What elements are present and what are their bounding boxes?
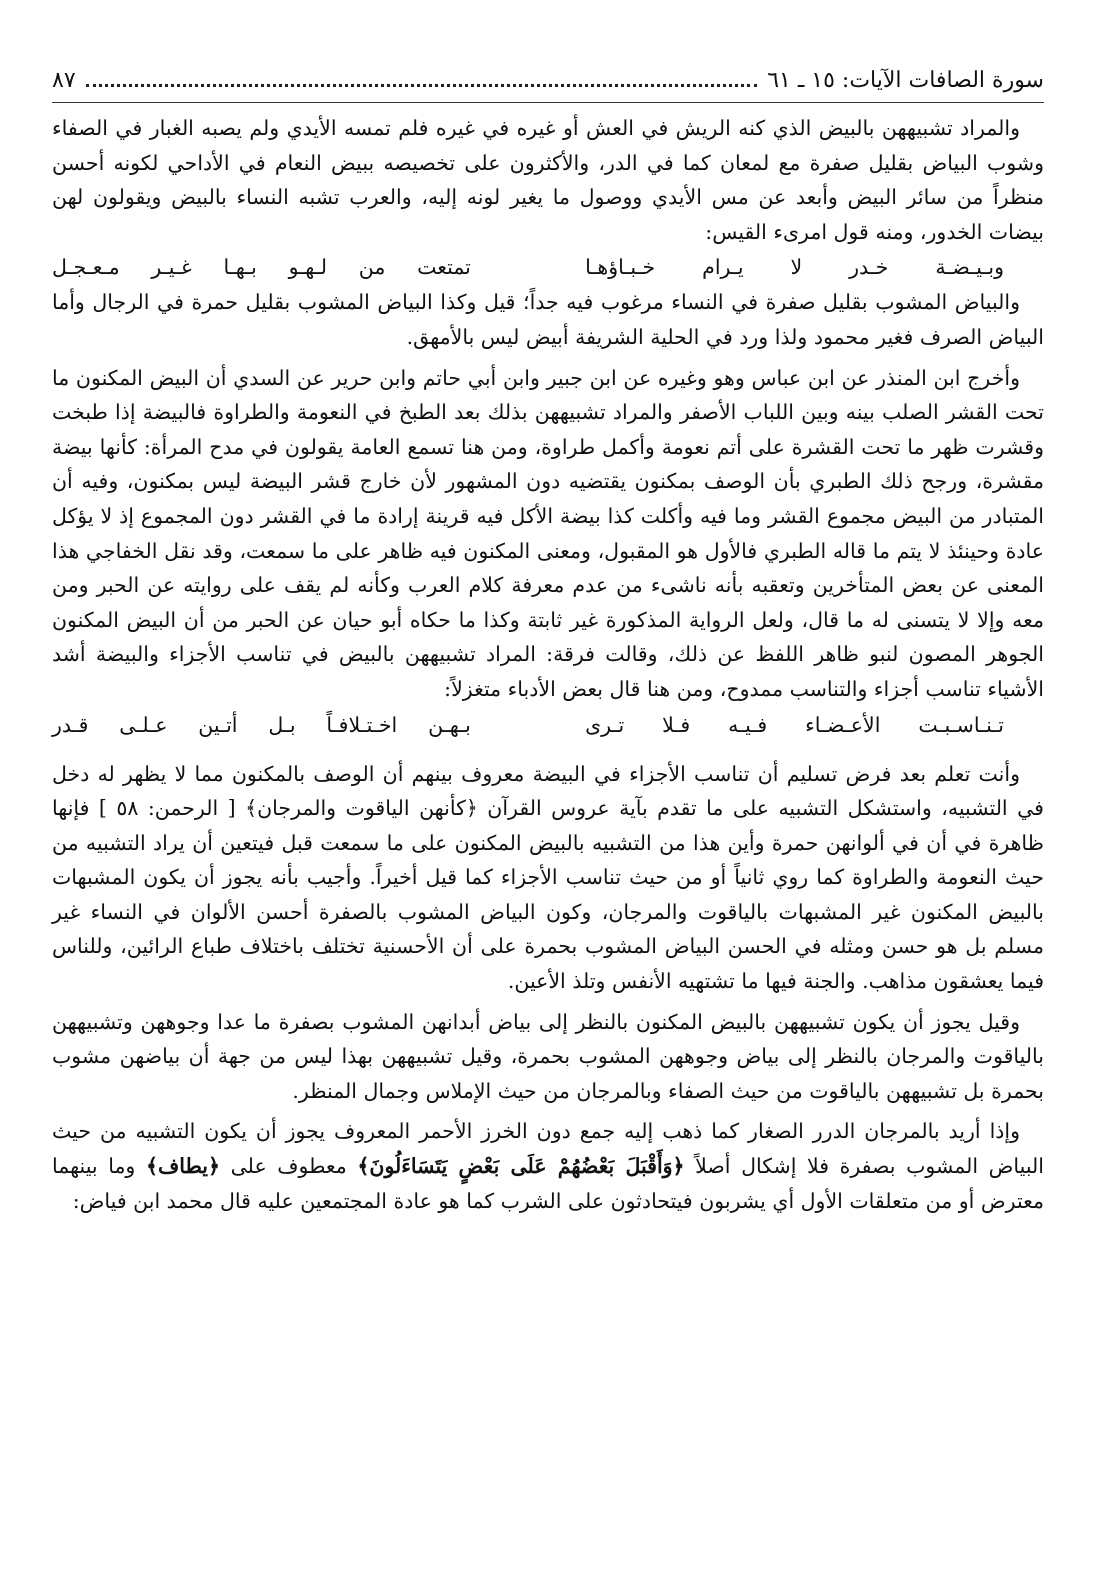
verse-second-hemistich: بـهـن اخـتـلافـاً بـل أتـين عـلـى قـدر [52, 712, 471, 737]
paragraph-text: وما بينهما معترض أو من متعلقات الأول أي يشربون فيتحادثون على الشرب كما هو عادة المجتمعين عليه قال محمد ابن فياض: [52, 1154, 1044, 1213]
poetry-verse [52, 249, 1044, 285]
paragraph: وأخرج ابن المنذر عن ابن عباس وهو وغيره عن ابن جبير وابن أبي حاتم وابن حرير عن السدي أن البيض المكنون ما تحت القشر الصلب بينه وبين اللباب الأصفر والمراد تشبيههن بذلك بعد الطبخ في النعومة والطراوة فالبيضة إذا طبخت وقشرت ظهر ما تحت القشرة على أتم نعومة وأكمل طراوة، ومن هنا تسمع العامة يقولون في مدح المرأة: كأنها بيضة مقشرة، ورجح ذلك الطبري بأن الوصف بمكنون يقتضيه دون المشهور لأن خارج قشر البيضة ليس بمكنون، وفيه أن المتبادر من البيض مجموع القشر وما فيه وأكلت كذا بيضة الأكل فيه قرينة إرادة ما في القشر دون المجموع إذ لا يؤكل عادة وحينئذ لا يتم ما قاله الطبري فالأول هو المقبول، ومعنى المكنون فيه ظاهر على ما سمعت، وقد نقل الخفاجي هذا المعنى عن بعض المتأخرين وتعقبه بأنه ناشىء من عدم معرفة كلام العرب وكأنه لم يقف على روايته عن الحبر ومن معه وإلا لا يتسنى له ما قال، ولعل الرواية المذكورة غير ثابتة وكذا ما حكاه أبو حيان عن الحبر من أن البيض المكنون الجوهر المصون لنبو ظاهر اللفظ عن ذلك، وقالت فرقة: المراد تشبيههن بالبيض في تناسب الأجزاء والبيضة أشد الأشياء تناسب أجزاء والتناسب ممدوح، ومن هنا قال بعض الأدباء متغزلاً: [52, 365, 1044, 701]
page [52, 62, 1044, 1562]
header-rule [52, 102, 1044, 103]
body-text [52, 111, 1044, 1218]
verse-first-hemistich: وبـيـضـة خـدر لا يـرام خـبـاؤهـا [585, 255, 1004, 280]
paragraph: والبياض المشوب بقليل صفرة في النساء مرغوب فيه جداً؛ قيل وكذا البياض المشوب بقليل حمرة في الرجال وأما البياض الصرف فغير محمود ولذا ورد في الحلية الشريفة أبيض ليس بالأمهق. [52, 290, 1044, 349]
page-number: ٨٧ [52, 68, 76, 93]
paragraph [52, 1114, 1044, 1218]
header-leader-dots [86, 83, 758, 87]
paragraph: وقيل يجوز أن يكون تشبيههن بالبيض المكنون بالنظر إلى بياض أبدانهن المشوب بصفرة ما عدا وجوههن وتشبيههن بالياقوت والمرجان بالنظر إلى بياض وجوههن المشوب بحمرة، وقيل تشبيههن بهذا ليس من جهة أن بياضهن مشوب بحمرة بل تشبيههن بالياقوت من حيث الصفاء وبالمرجان من حيث الإملاس وجمال المنظر. [52, 1009, 1044, 1103]
paragraph-text: وإذا أريد بالمرجان الدرر الصغار كما ذهب إليه جمع دون الخرز الأحمر المعروف يجوز أن يكون التشبيه من حيث البياض المشوب بصفرة فلا إشكال أصلاً [52, 1119, 1044, 1179]
verse-first-hemistich: تـنـاسـبـت الأعـضـاء فـيـه فـلا تـرى [585, 712, 1004, 737]
quran-quote: ﴿وَأَقْبَلَ بَعْضُهُمْ عَلَى بَعْضٍ يَتَسَاءَلُونَ﴾ [357, 1154, 685, 1179]
paragraph: وأنت تعلم بعد فرض تسليم أن تناسب الأجزاء في البيضة معروف بينهم أن الوصف بالمكنون مما لا يظهر له دخل في التشبيه، واستشكل التشبيه على ما تقدم بآية عروس القرآن ﴿كأنهن الياقوت والمرجان﴾ [ الرحمن: ٥٨ ] فإنها ظاهرة في أن في ألوانهن حمرة وأين هذا من التشبيه بالبيض المكنون على ما سمعت قبل فيتعين أن يراد التشبيه من حيث النعومة والطراوة كما روي ثانياً أو من حيث تناسب الأجزاء كما قيل أخيراً. وأجيب بأنه يجوز أن يكون المشبهات بالبيض المكنون غير المشبهات بالياقوت والمرجان، وكون البياض المشوب بالصفرة أحسن الألوان في النساء غير مسلم بل هو حسن ومثله في الحسن البياض المشوب بحمرة على أن الأحسنية تختلف باختلاف طباع الرائين، وللناس فيما يعشقون مذاهب. والجنة فيها ما تشتهيه الأنفس وتلذ الأعين. [52, 761, 1044, 994]
quran-quote: ﴿يطاف﴾ [145, 1154, 220, 1179]
poetry-verse [52, 707, 1044, 743]
verse-second-hemistich: تمتعت من لـهـو بـهـا غـيـر مـعـجـل [52, 255, 471, 280]
running-header [52, 62, 1044, 100]
paragraph-text: معطوف على [230, 1154, 347, 1179]
paragraph: والمراد تشبيههن بالبيض الذي كنه الريش في العش أو غيره في غيره فلم تمسه الأيدي ولم يصبه الغبار في الصفاء وشوب البياض بقليل صفرة مع لمعان كما في الدر، والأكثرون على تخصيصه ببيض النعام في الأداحي لكونه أحسن منظراً من سائر البيض وأبعد عن مس الأيدي ووصول ما يغير لونه إليه، والعرب تشبه النساء بالبيض ويقولون لهن بيضات الخدور، ومنه قول امرىء القيس: [52, 116, 1044, 244]
header-title: سورة الصافات الآيات: ١٥ ـ ٦١ [767, 68, 1044, 93]
